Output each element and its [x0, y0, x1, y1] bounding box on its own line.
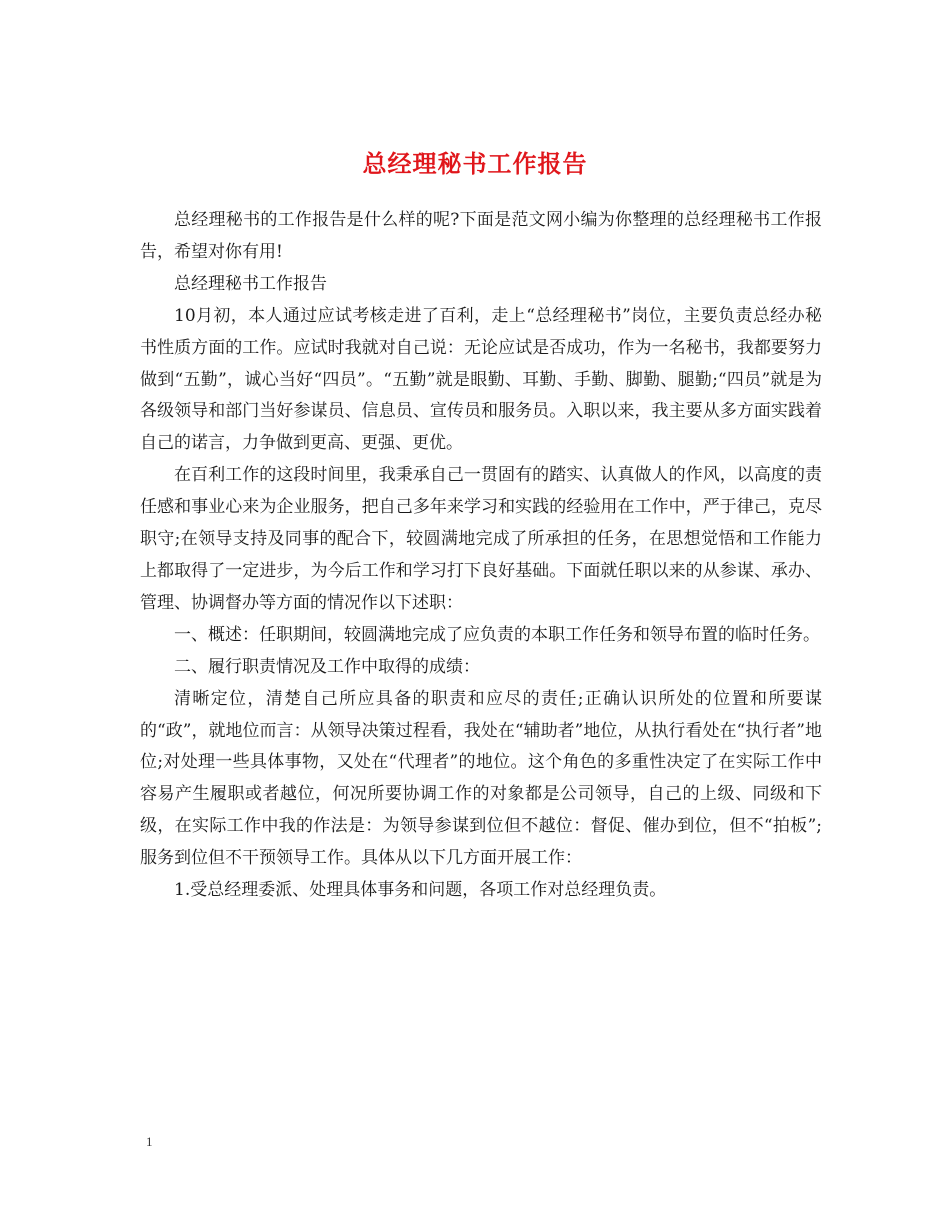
paragraph-item-one: 1.受总经理委派、处理具体事务和问题，各项工作对总经理负责。 [174, 880, 667, 901]
paragraph-work-period: 在百利工作的这段时间里，我秉承自己一贯固有的踏实、认真做人的作风，以高度的责任感和事业心来为企业服务，把自己多年来学习和实践的经验用在工作中，严于律己，克尽职守;在领导支持及同事的配合下，较圆满地完成了所承担的任务，在思想觉悟和工作能力上都取得了一定进步，为今后工作和学习打下良好基础。下面就任职以来的从参谋、承办、管理、协调督办等方面的情况作以下述职： [140, 465, 822, 613]
page-number: 1 [146, 1134, 153, 1149]
paragraph-section-two: 二、履行职责情况及工作中取得的成绩： [174, 656, 480, 677]
paragraph-positioning: 清晰定位，清楚自己所应具备的职责和应尽的责任;正确认识所处的位置和所要谋的“政”，就地位而言：从领导决策过程看，我处在“辅助者”地位，从执行看处在“执行者”地位;对处理一些具体事物，又处在“代理者”的地位。这个角色的多重性决定了在实际工作中容易产生履职或者越位，何况所要协调工作的对象都是公司领导，自己的上级、同级和下级，在实际工作中我的作法是：为领导参谋到位但不越位：督促、催办到位，但不“拍板”;服务到位但不干预领导工作。具体从以下几方面开展工作： [140, 688, 822, 869]
page-title: 总经理秘书工作报告 [362, 149, 588, 179]
paragraph-october: 10月初，本人通过应试考核走进了百利，走上“总经理秘书”岗位，主要负责总经办秘书性质方面的工作。应试时我就对自己说：无论应试是否成功，作为一名秘书，我都要努力做到“五勤”，诚心当好“四员”。“五勤”就是眼勤、耳勤、手勤、脚勤、腿勤;“四员”就是为各级领导和部门当好参谋员、信息员、宣传员和服务员。入职以来，我主要从多方面实践着自己的诺言，力争做到更高、更强、更优。 [140, 305, 822, 454]
paragraph-subtitle: 总经理秘书工作报告 [174, 273, 327, 294]
paragraph-intro: 总经理秘书的工作报告是什么样的呢?下面是范文网小编为你整理的总经理秘书工作报告，希望对你有用! [140, 210, 822, 262]
document-body [140, 205, 822, 907]
paragraph-overview: 一、概述：任职期间，较圆满地完成了应负责的本职工作任务和领导布置的临时任务。 [174, 624, 820, 645]
